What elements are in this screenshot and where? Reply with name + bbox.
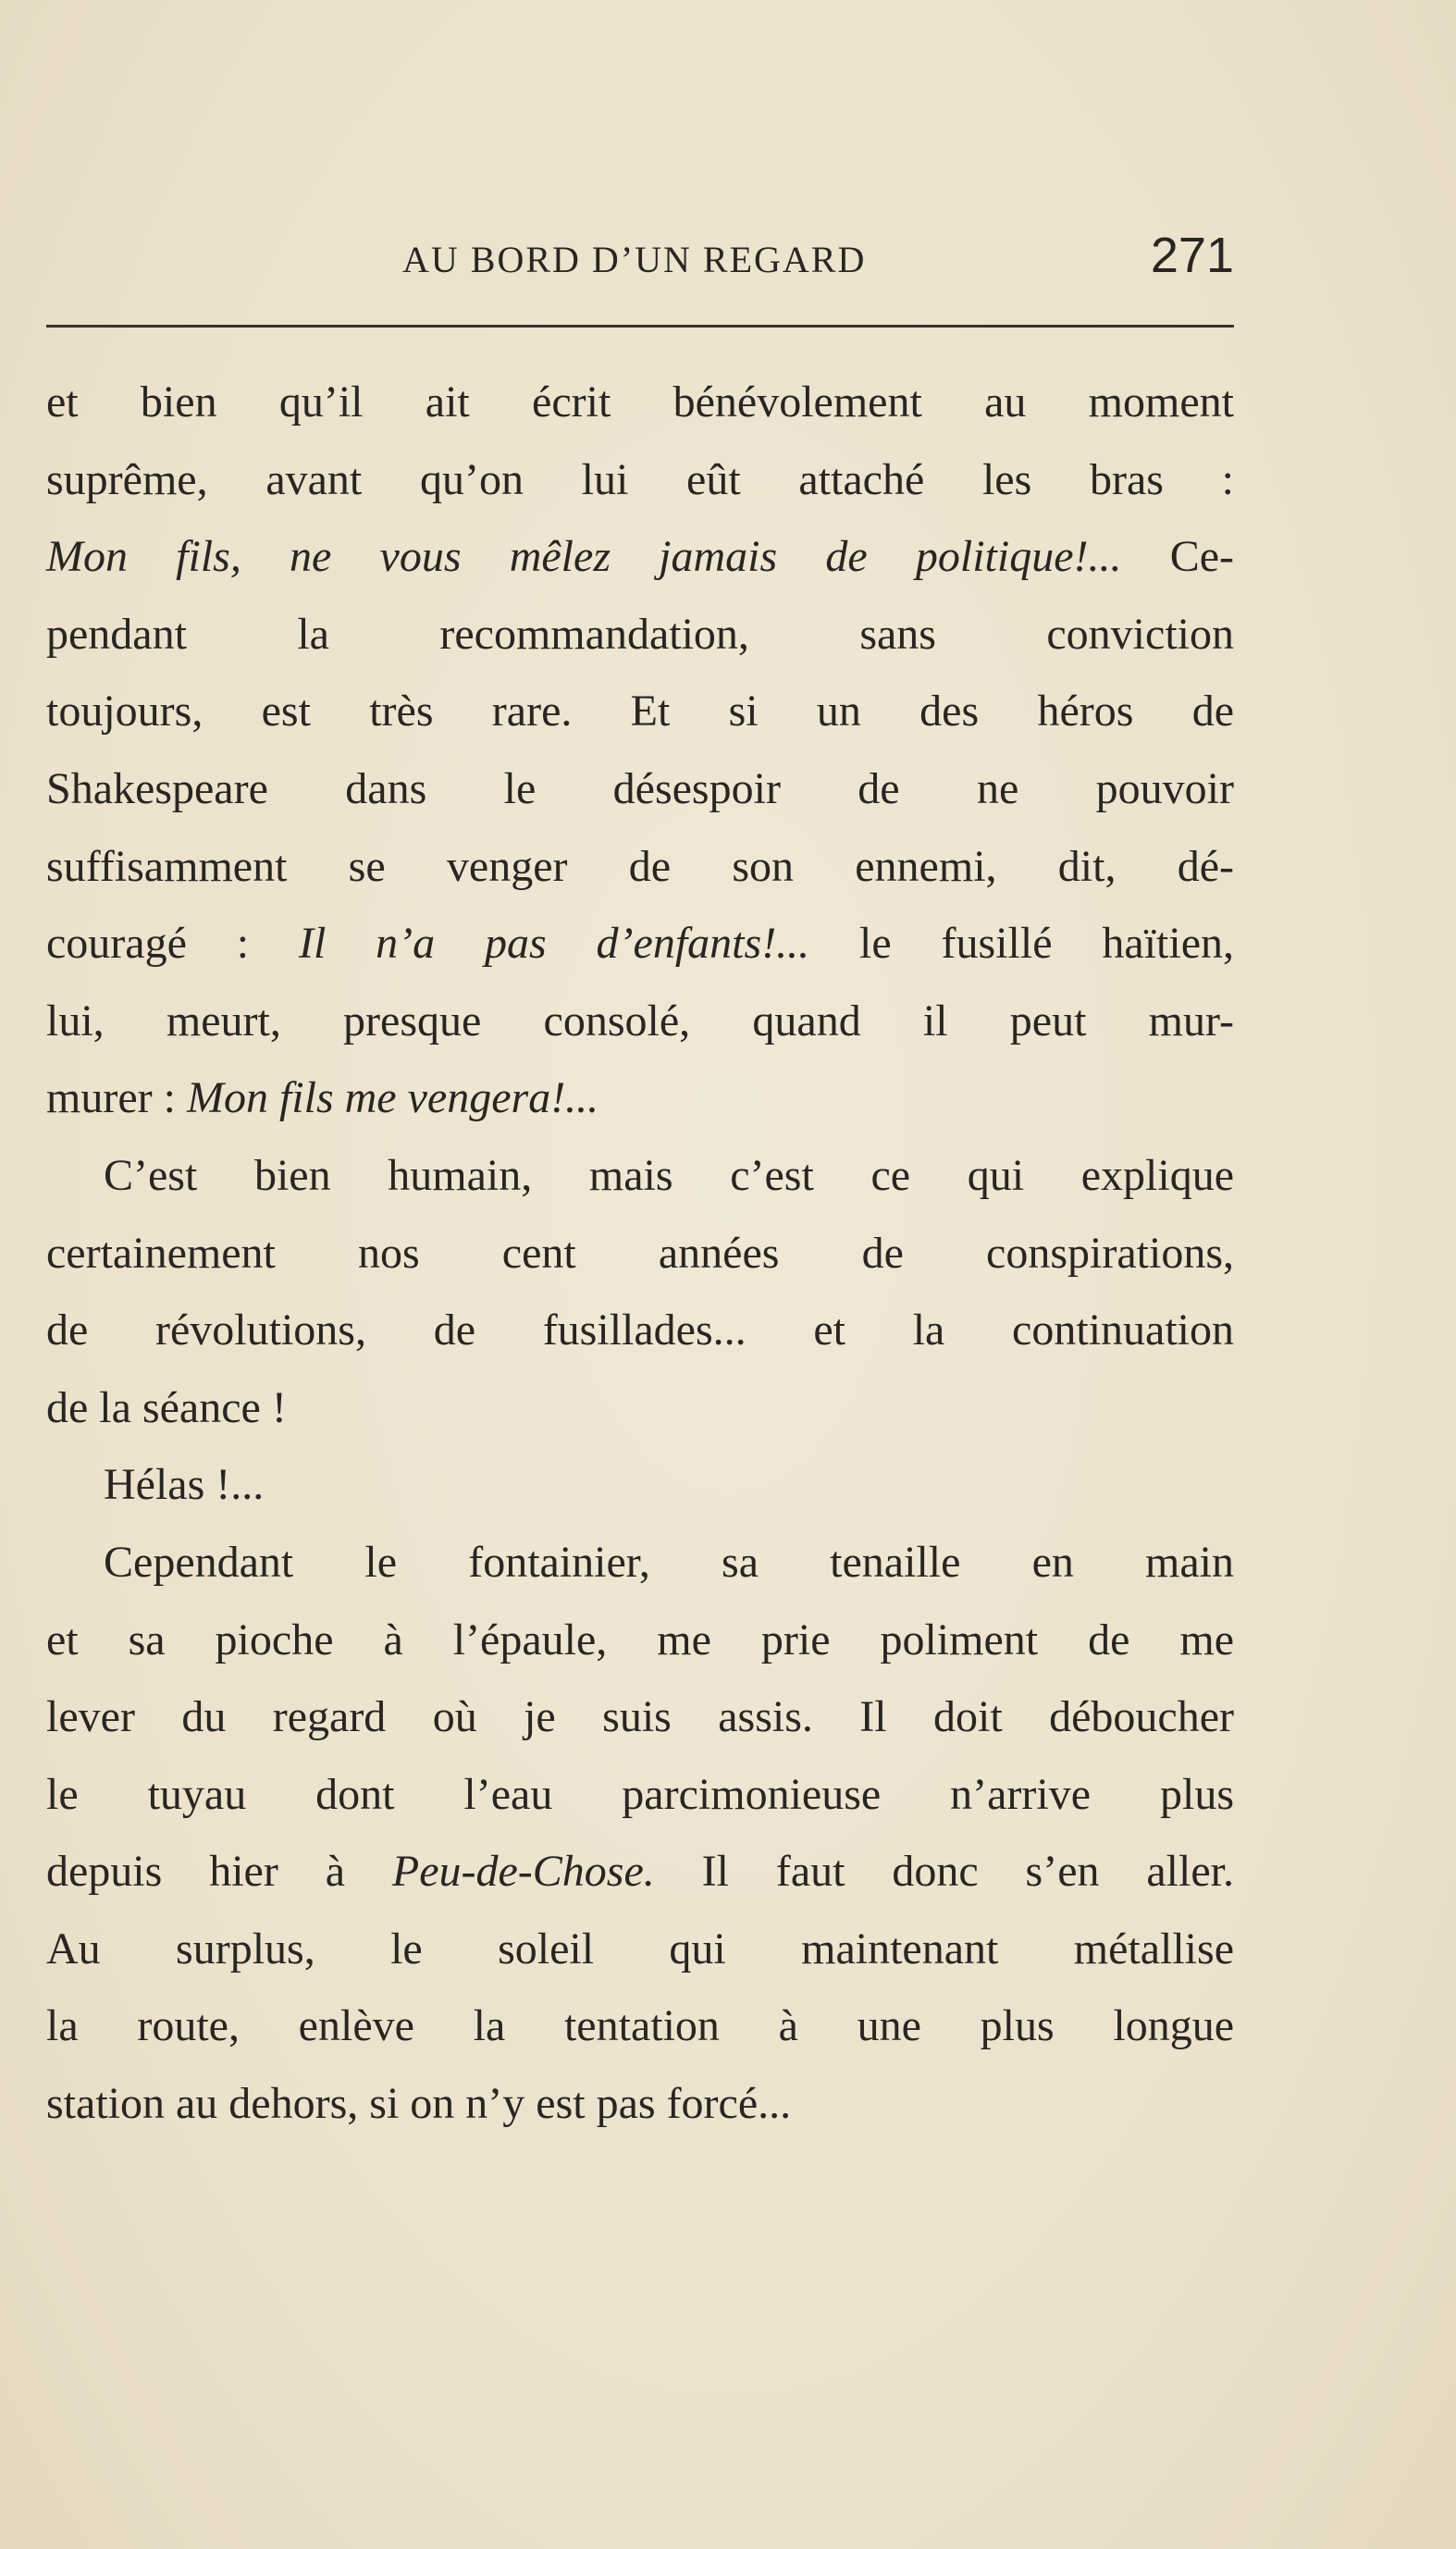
text-line: Cependant le fontainier, sa tenaille en main [104,1537,1234,1587]
text-line: station au dehors, si on n’y est pas forcé... [46,2079,792,2129]
text-line: lever du regard où je suis assis. Il doit déboucher [46,1692,1234,1742]
text-line: suffisamment se venger de son ennemi, dit, dé- [46,841,1234,891]
text-line: de la séance ! [46,1382,287,1432]
text-line: suprême, avant qu’on lui eût attaché les bras : [46,454,1234,504]
text-line: la route, enlève la tentation à une plus longue [46,2001,1234,2051]
italic-text: Il n’a pas d’enfants!... [298,919,810,969]
text-line: murer : Mon fils me vengera!... [46,1073,599,1123]
text-line: certainement nos cent années de conspirations, [46,1228,1234,1278]
text-line: pendant la recommandation, sans conviction [46,609,1234,659]
text-line: et bien qu’il ait écrit bénévolement au moment [46,377,1234,427]
text-line: Au surplus, le soleil qui maintenant métallise [46,1924,1234,1974]
running-title: AU BORD D’UN REGARD [402,239,867,280]
text-line: Hélas !... [104,1460,265,1510]
text-line: Shakespeare dans le désespoir de ne pouvoir [46,763,1234,813]
text-line: et sa pioche à l’épaule, me prie poliment de me [46,1615,1234,1664]
text-line: depuis hier à Peu-de-Chose. Il faut donc s’en aller. [46,1847,1234,1897]
body-text [46,364,1234,2143]
text-line: lui, meurt, presque consolé, quand il peut mur- [46,996,1234,1046]
text-line: C’est bien humain, mais c’est ce qui explique [104,1150,1234,1200]
running-head [46,227,1234,291]
header-rule [46,325,1234,328]
text-line: couragé : Il n’a pas d’enfants!... le fusillé haïtien, [46,919,1235,969]
italic-text: Peu-de-Chose. [391,1847,655,1897]
italic-text: Mon fils me vengera!... [186,1073,599,1123]
text-line: toujours, est très rare. Et si un des héros de [46,687,1234,736]
italic-text: Mon fils, ne vous mêlez jamais de politique!... [46,532,1122,582]
page-number: 271 [1150,228,1234,283]
text-line: le tuyau dont l’eau parcimonieuse n’arrive plus [46,1769,1234,1819]
text-line: de révolutions, de fusillades... et la continuation [46,1305,1234,1355]
text-line: Mon fils, ne vous mêlez jamais de politique!... Ce- [46,532,1235,582]
